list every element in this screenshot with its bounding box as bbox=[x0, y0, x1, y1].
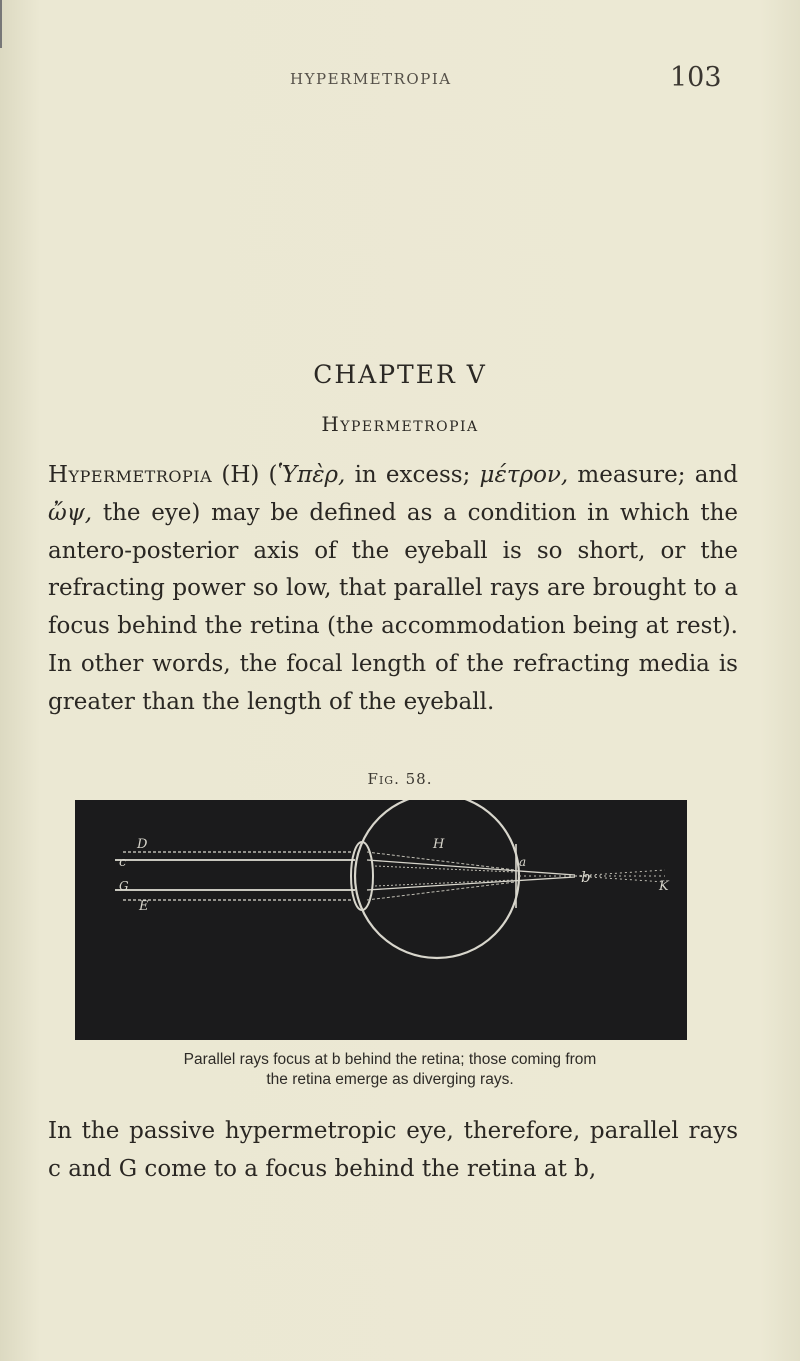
letter-e: E bbox=[139, 899, 149, 914]
eye-diagram bbox=[75, 800, 687, 1040]
letter-g: G bbox=[119, 879, 129, 893]
running-head-title: HYPERMETROPIA bbox=[290, 70, 452, 88]
figure-diagram bbox=[75, 800, 687, 1040]
page-edge-mark bbox=[0, 0, 2, 48]
greek-term: ὤψ, bbox=[48, 499, 93, 526]
paragraph-text: (H) ( bbox=[212, 462, 278, 488]
paragraph-definition bbox=[48, 457, 738, 722]
page-number: 103 bbox=[670, 62, 722, 93]
letter-a: a bbox=[519, 855, 527, 869]
running-head bbox=[290, 64, 790, 94]
figure-background bbox=[75, 800, 687, 1040]
letter-c: c bbox=[119, 855, 127, 870]
chapter-heading: CHAPTER V bbox=[313, 360, 487, 389]
letter-d: D bbox=[137, 837, 148, 852]
figure-label: Fig. 58. bbox=[367, 770, 433, 788]
paragraph-text: the eye) may be defined as a condition in which the antero-posterior axis of the eyeball is so short, or the refracting power so low, that parallel rays are brought to a focus behind the retina (the accommodation being at rest). In other words, the focal length of the refracting media is greater than the length of the eyeball. bbox=[48, 499, 738, 715]
greek-term: Ὑπὲρ, bbox=[277, 462, 346, 488]
letter-k: K bbox=[659, 879, 669, 894]
letter-h: H bbox=[433, 837, 445, 852]
caption-line: the retina emerge as diverging rays. bbox=[266, 1071, 514, 1088]
letter-b: b bbox=[581, 868, 591, 886]
lead-term: Hypermetropia bbox=[48, 462, 213, 488]
paragraph-text: measure; and bbox=[568, 462, 738, 488]
paragraph-passive-eye: In the passive hypermetropic eye, therefore, parallel rays c and G come to a focus behind the retina at b, bbox=[48, 1118, 738, 1182]
chapter-title: Hypermetropia bbox=[321, 412, 479, 436]
paragraph-text: in excess; bbox=[345, 462, 480, 488]
greek-term: μέτρον, bbox=[479, 462, 569, 488]
caption-line: Parallel rays focus at b behind the retina; those coming from bbox=[183, 1051, 597, 1068]
figure-caption bbox=[90, 1050, 690, 1090]
